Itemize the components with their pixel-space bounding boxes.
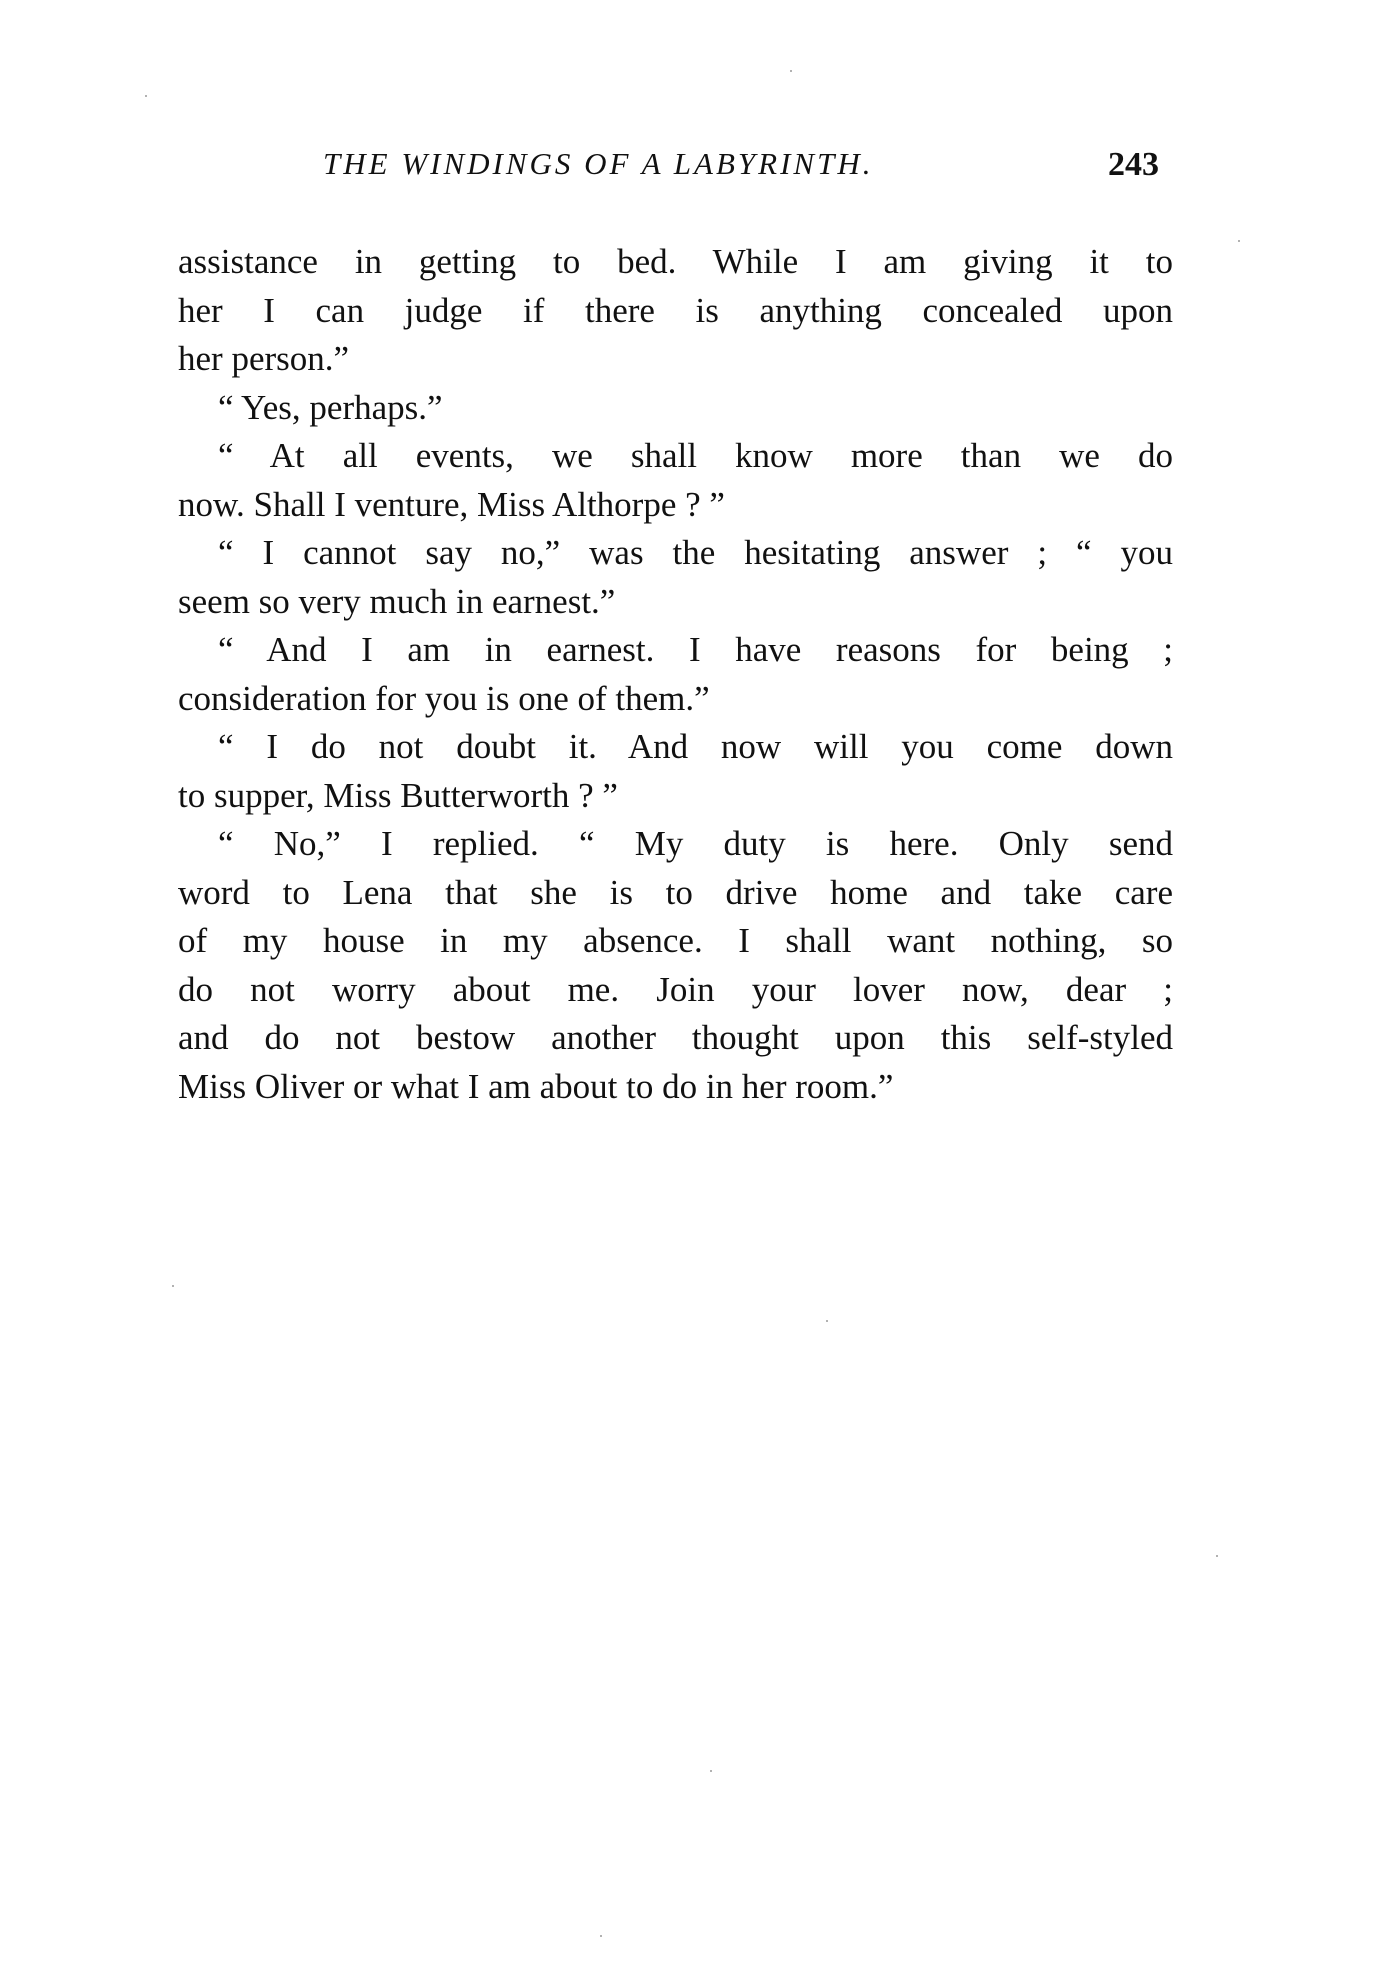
text-line: “ Yes, perhaps.” (218, 387, 443, 427)
text-line: “ No,” I replied. “ My duty is here. Only send (218, 824, 1173, 863)
text-line: to supper, Miss Butterworth ? ” (178, 775, 618, 815)
paper-speck (172, 1285, 174, 1287)
paper-speck (790, 70, 792, 72)
paper-speck (1238, 240, 1240, 242)
text-line: “ I do not doubt it. And now will you come down (218, 727, 1173, 766)
text-line: assistance in getting to bed. While I am giving it to (178, 242, 1173, 281)
text-line: seem so very much in earnest.” (178, 581, 616, 621)
text-line: her person.” (178, 339, 350, 378)
text-line: her I can judge if there is anything concealed upon (178, 290, 1173, 330)
text-line: Miss Oliver or what I am about to do in her room.” (178, 1066, 894, 1106)
text-line: “ I cannot say no,” was the hesitating answer ; “ you (218, 533, 1173, 572)
paper-speck (826, 1320, 828, 1322)
text-line: “ At all events, we shall know more than we do (218, 436, 1173, 475)
text-line: “ And I am in earnest. I have reasons for being ; (218, 630, 1173, 669)
body-text (178, 238, 1173, 1111)
text-line: of my house in my absence. I shall want nothing, so (178, 921, 1173, 960)
running-title: THE WINDINGS OF A LABYRINTH. (323, 146, 874, 181)
paper-speck (600, 1935, 602, 1937)
text-line: and do not bestow another thought upon this self-styled (178, 1018, 1173, 1057)
running-head (178, 148, 1178, 198)
text-line: now. Shall I venture, Miss Althorpe ? ” (178, 484, 725, 524)
paper-speck (1216, 1555, 1218, 1557)
text-line: word to Lena that she is to drive home and take care (178, 872, 1173, 912)
text-line: consideration for you is one of them.” (178, 678, 710, 718)
text-line: do not worry about me. Join your lover now, dear ; (178, 969, 1173, 1009)
paper-speck (145, 95, 147, 97)
paper-speck (710, 1770, 712, 1772)
page-number: 243 (1108, 146, 1159, 183)
